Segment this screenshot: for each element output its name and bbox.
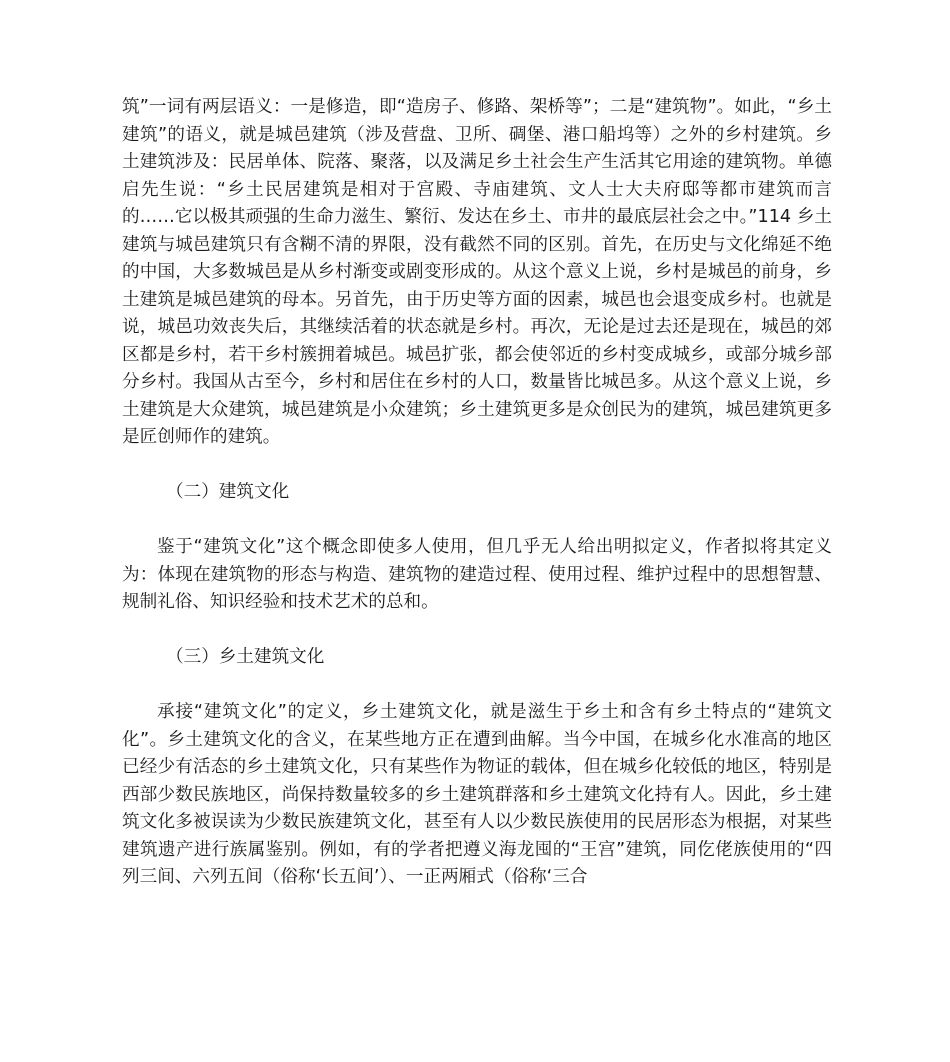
paragraph-spacer <box>122 672 832 700</box>
paragraph-vernacular-architecture: 筑”一词有两层语义：一是修造，即“造房子、修路、架桥等”；二是“建筑物”。如此，“乡土建筑”的语义，就是城邑建筑（涉及营盘、卫所、碉堡、港口船坞等）之外的乡村建筑。乡土建筑涉及：民居单体、院落、聚落，以及满足乡土社会生产生活其它用途的建筑物。单德启先生说：“乡土民居建筑是相对于宫殿、寺庙建筑、文人士大夫府邸等都市建筑而言的……它以极其顽强的生命力滋生、繁衍、发达在乡土、市井的最底层社会之中。”114 乡土建筑与城邑建筑只有含糊不清的界限，没有截然不同的区别。首先，在历史与文化绵延不绝的中国，大多数城邑是从乡村渐变或剧变形成的。从这个意义上说，乡村是城邑的前身，乡土建筑是城邑建筑的母本。另首先，由于历史等方面的因素，城邑也会退变成乡村。也就是说，城邑功效丧失后，其继续活着的状态就是乡村。再次，无论是过去还是现在，城邑的郊区都是乡村，若干乡村簇拥着城邑。城邑扩张，都会使邻近的乡村变成城乡，或部分城乡部分乡村。我国从古至今，乡村和居住在乡村的人口，数量皆比城邑多。从这个意义上说，乡土建筑是大众建筑，城邑建筑是小众建筑；乡土建筑更多是众创民为的建筑，城邑建筑更多是匠创师作的建筑。 <box>122 97 832 447</box>
paragraph-spacer <box>122 617 832 645</box>
paragraph-spacer <box>122 507 832 535</box>
paragraph-vernacular-culture-definition: 承接“建筑文化”的定义，乡土建筑文化，就是滋生于乡土和含有乡土特点的“建筑文化”。乡土建筑文化的含义，在某些地方正在遭到曲解。当今中国，在城乡化水准高的地区已经少有活态的乡土建筑文化，只有某些作为物证的载体，但在城乡化较低的地区，特别是西部少数民族地区，尚保持数量较多的乡土建筑群落和乡土建筑文化持有人。因此，乡土建筑文化多被误读为少数民族建筑文化，甚至有人以少数民族使用的民居形态为根据，对某些建筑遗产进行族属鉴别。例如，有的学者把遵义海龙囤的“王宫”建筑，同仡佬族使用的“四列三间、六列五间（俗称‘长五间’）、一正两厢式（俗称‘三合 <box>122 702 832 887</box>
section-heading-vernacular-architectural-culture: （三）乡土建筑文化 <box>166 647 325 667</box>
section-heading-architectural-culture: （二）建筑文化 <box>166 482 290 502</box>
paragraph-spacer <box>122 452 832 480</box>
document-body <box>122 94 832 892</box>
paragraph-architectural-culture-definition: 鉴于“建筑文化”这个概念即使多人使用，但几乎无人给出明拟定义，作者拟将其定义为：体现在建筑物的形态与构造、建筑物的建造过程、使用过程、维护过程中的思想智慧、规制礼俗、知识经验和技术艺术的总和。 <box>122 537 832 612</box>
